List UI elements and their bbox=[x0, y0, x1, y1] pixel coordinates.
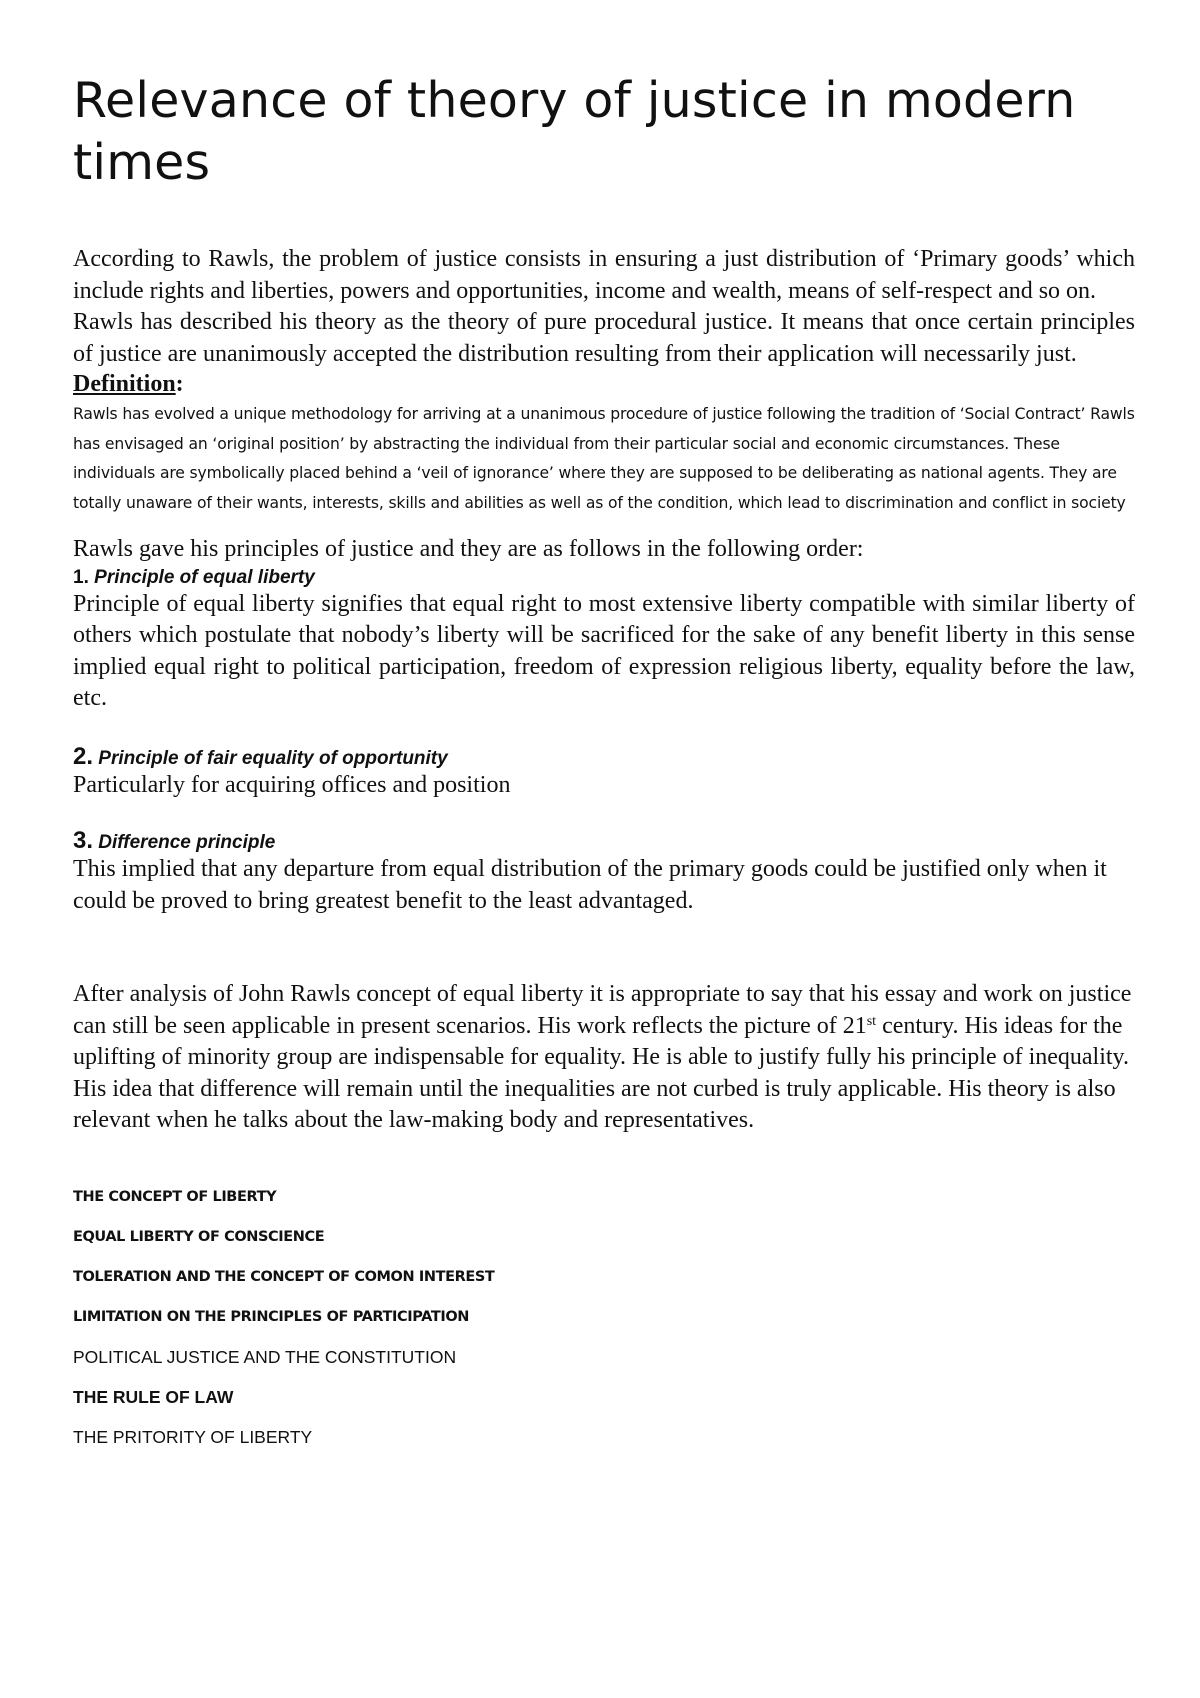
topic-equal-liberty-of-conscience: EQUAL LIBERTY OF CONSCIENCE bbox=[73, 1228, 325, 1245]
intro-paragraph-procedural-justice: Rawls has described his theory as the theory of pure procedural justice. It means that once certain principles of justice are unanimously accepted the distribution resulting from their application will necessarily just. bbox=[73, 309, 1135, 367]
principle-1-title: Principle of equal liberty bbox=[94, 566, 315, 588]
principle-3-title: Difference principle bbox=[98, 832, 276, 853]
topics-list bbox=[73, 1177, 1135, 1457]
principle-3-heading bbox=[73, 829, 1135, 854]
principle-2-number: 2. bbox=[73, 742, 94, 770]
analysis-text-part-2: century. His ideas for the uplifting of minority group are indispensable for equality. He is able to justify fully his principle of inequality. His idea that difference will remain until the inequalities are not curbed is truly applicable. His theory is also relevant when he talks about the law-making body and representatives. bbox=[73, 1012, 1129, 1133]
principle-3-number: 3. bbox=[73, 827, 94, 854]
definition-body: Rawls has evolved a unique methodology for arriving at a unanimous procedure of justice following the tradition of ‘Social Contract’ Rawls has envisaged an ‘original position’ by abstracting the individual from their particular social and economic circumstances. These individuals are symbolically placed behind a ‘veil of ignorance’ where they are supposed to be deliberating as national agents. They are totally unaware of their wants, interests, skills and abilities as well as of the condition, which lead to discrimination and conflict in society bbox=[73, 405, 1135, 512]
definition-heading-colon: : bbox=[175, 371, 184, 397]
principle-2-title: Principle of fair equality of opportunity bbox=[98, 747, 448, 769]
topic-rule-of-law: THE RULE OF LAW bbox=[73, 1386, 234, 1407]
principle-2-heading bbox=[73, 742, 1135, 770]
topic-concept-of-liberty: THE CONCEPT OF LIBERTY bbox=[73, 1188, 277, 1205]
topic-political-justice-constitution: POLITICAL JUSTICE AND THE CONSTITUTION bbox=[73, 1346, 457, 1367]
principle-1-number: 1. bbox=[73, 566, 89, 588]
analysis-text-part-1: After analysis of John Rawls concept of equal liberty it is appropriate to say that his essay and work on justice can still be seen applicable in present scenarios. His work reflects the picture of 21 bbox=[73, 981, 1132, 1039]
topic-limitation-participation: LIMITATION ON THE PRINCIPLES OF PARTICIPATION bbox=[73, 1308, 470, 1325]
analysis-ordinal-superscript: st bbox=[866, 1013, 877, 1029]
topic-toleration-common-interest: TOLERATION AND THE CONCEPT OF COMON INTEREST bbox=[73, 1268, 495, 1285]
principle-2-body: Particularly for acquiring offices and position bbox=[73, 771, 511, 798]
topic-priority-of-liberty: THE PRITORITY OF LIBERTY bbox=[73, 1426, 313, 1447]
principle-1-heading bbox=[73, 566, 1135, 589]
definition-heading bbox=[73, 370, 1135, 398]
document-page bbox=[73, 70, 1135, 1457]
definition-heading-text: Definition bbox=[73, 371, 176, 397]
document-title: Relevance of theory of justice in modern times bbox=[73, 72, 1076, 191]
intro-paragraph-primary-goods: According to Rawls, the problem of justice consists in ensuring a just distribution of ‘Primary goods’ which include rights and liberties, powers and opportunities, income and wealth, means of self-respect and so on. bbox=[73, 246, 1135, 304]
principle-3-body: This implied that any departure from equal distribution of the primary goods could be justified only when it could be proved to bring greatest benefit to the least advantaged. bbox=[73, 856, 1107, 914]
principle-1-body: Principle of equal liberty signifies that equal right to most extensive liberty compatible with similar liberty of others which postulate that nobody’s liberty will be sacrificed for the sake of any benefit liberty in this sense implied equal right to political participation, freedom of expression religious liberty, equality before the law, etc. bbox=[73, 590, 1135, 711]
principles-intro: Rawls gave his principles of justice and they are as follows in the following order: bbox=[73, 536, 864, 562]
analysis-paragraph bbox=[73, 979, 1135, 1137]
